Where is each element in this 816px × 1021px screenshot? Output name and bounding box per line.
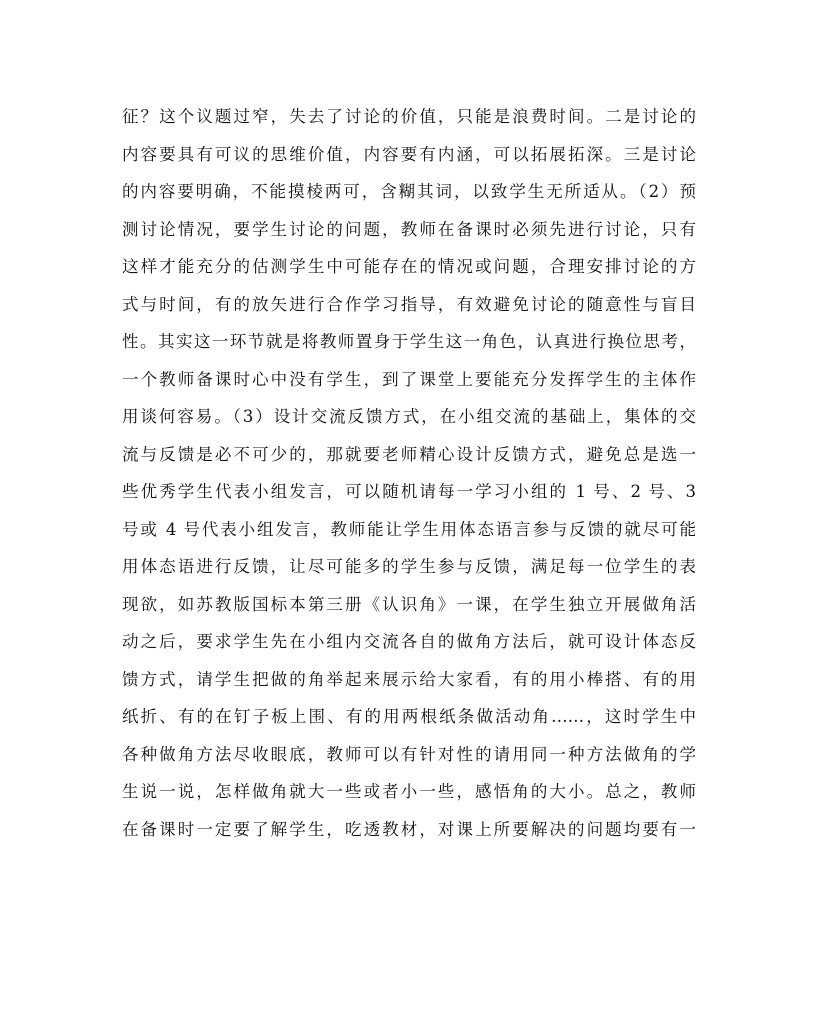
body-text [122, 98, 696, 848]
text-line: 动之后，要求学生先在小组内交流各自的做角方法后，就可设计体态反 [122, 632, 696, 651]
text-line: 这样才能充分的估测学生中可能存在的情况或问题，合理安排讨论的方 [122, 257, 696, 276]
text-line: 用谈何容易。（3）设计交流反馈方式，在小组交流的基础上，集体的交 [122, 407, 696, 426]
text-line: 馈方式，请学生把做的角举起来展示给大家看，有的用小棒搭、有的用 [122, 669, 696, 689]
text-line: 生说一说，怎样做角就大一些或者小一些，感悟角的大小。总之，教师 [122, 782, 696, 801]
text-line: 内容要具有可议的思维价值，内容要有内涵，可以拓展拓深。三是讨论 [122, 144, 696, 164]
text-line: 现欲，如苏教版国标本第三册《认识角》一课，在学生独立开展做角活 [122, 594, 696, 614]
text-line: 的内容要明确，不能摸棱两可，含糊其词，以致学生无所适从。（2）预 [122, 182, 696, 201]
text-line: 一个教师备课时心中没有学生，到了课堂上要能充分发挥学生的主体作 [122, 369, 696, 389]
text-line: 在备课时一定要了解学生，吃透教材，对课上所要解决的问题均要有一 [122, 819, 696, 839]
text-line: 式与时间，有的放矢进行合作学习指导，有效避免讨论的随意性与盲目 [122, 294, 696, 314]
text-line: 性。其实这一环节就是将教师置身于学生这一角色，认真进行换位思考， [122, 332, 696, 351]
text-line: 些优秀学生代表小组发言，可以随机请每一学习小组的 1 号、2 号、3 [122, 482, 696, 501]
text-line: 用体态语进行反馈，让尽可能多的学生参与反馈，满足每一位学生的表 [122, 557, 696, 576]
text-line: 纸折、有的在钉子板上围、有的用两根纸条做活动角……，这时学生中 [122, 707, 696, 726]
text-line: 征？这个议题过窄，失去了讨论的价值，只能是浪费时间。二是讨论的 [122, 107, 696, 126]
text-line: 号或 4 号代表小组发言，教师能让学生用体态语言参与反馈的就尽可能 [122, 519, 696, 539]
text-line: 流与反馈是必不可少的，那就要老师精心设计反馈方式，避免总是选一 [122, 444, 696, 464]
text-line: 测讨论情况，要学生讨论的问题，教师在备课时必须先进行讨论，只有 [122, 219, 696, 239]
text-line: 各种做角方法尽收眼底，教师可以有针对性的请用同一种方法做角的学 [122, 744, 696, 764]
